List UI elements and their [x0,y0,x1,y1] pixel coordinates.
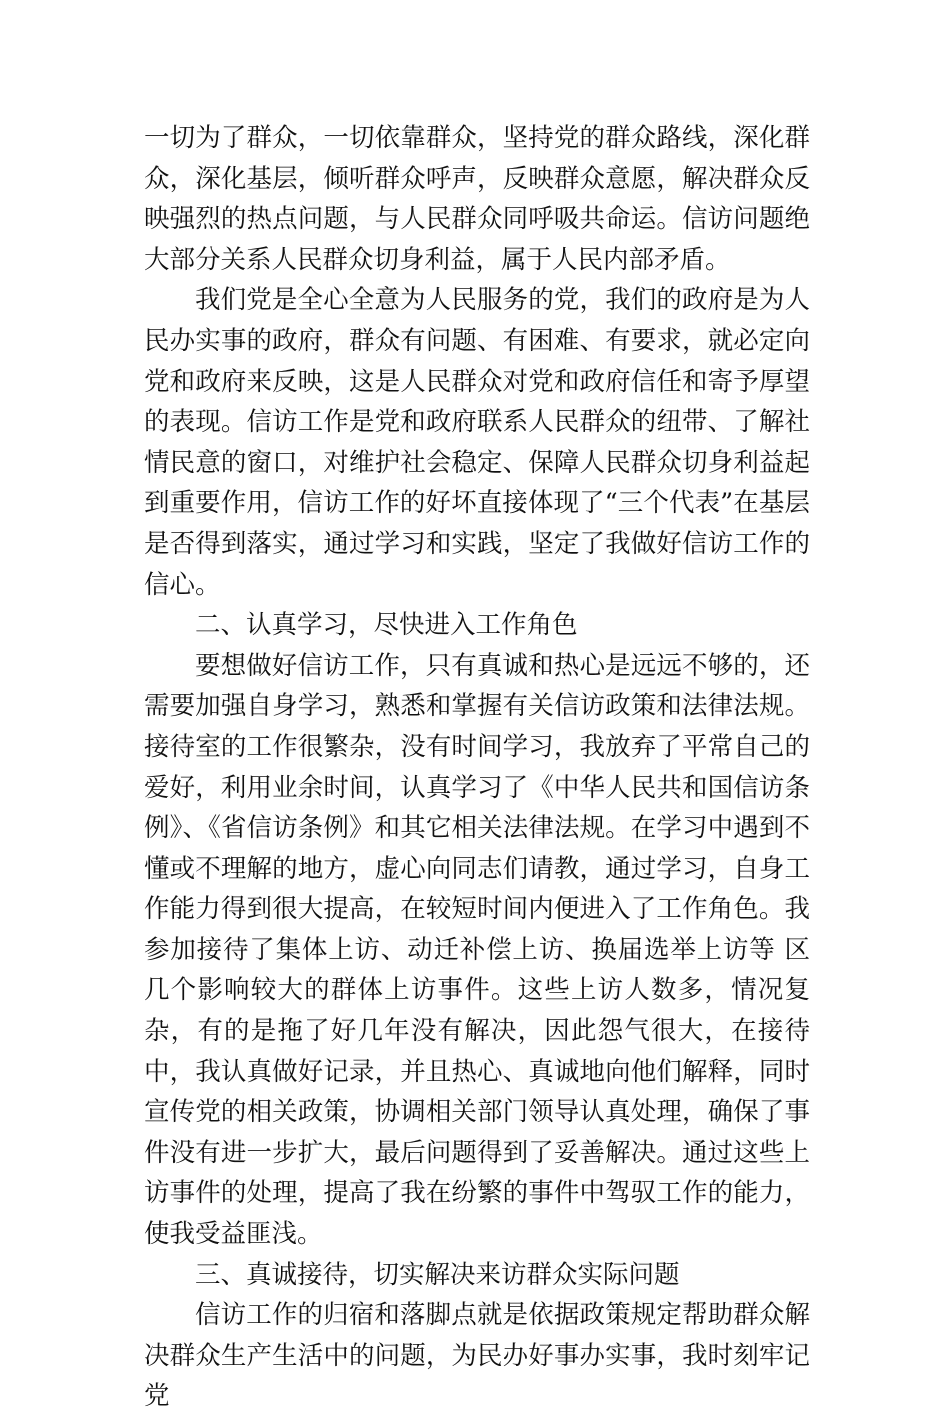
section-heading-study: 二、认真学习，尽快进入工作角色 [195,610,578,641]
paragraph-study: 要想做好信访工作，只有真诚和热心是远远不够的，还需要加强自身学习，熟悉和掌握有关信访政策和法律法规。接待室的工作很繁杂，没有时间学习，我放弃了平常自己的爱好，利用业余时间，认真学习了《中华人民共和国信访条例》、《省信访条例》和其它相关法律法规。在学习中遇到不懂或不理解的地方，虚心向同志们请教，通过学习，自身工作能力得到很大提高，在较短时间内便进入了工作角色。我参加接待了集体上访、动迁补偿上访、换届选举上访等 区几个影响较大的群体上访事件。这些上访人数多，情况复杂，有的是拖了好几年没有解决，因此怨气很大，在接待中，我认真做好记录，并且热心、真诚地向他们解释，同时宣传党的相关政策，协调相关部门领导认真处理，确保了事件没有进一步扩大，最后问题得到了妥善解决。通过这些上访事件的处理，提高了我在纷繁的事件中驾驭工作的能力，使我受益匪浅。 [144,650,810,1250]
paragraph-party-service: 我们党是全心全意为人民服务的党，我们的政府是为人民办实事的政府，群众有问题、有困难、有要求，就必定向党和政府来反映，这是人民群众对党和政府信任和寄予厚望的表现。信访工作是党和政府联系人民群众的纽带、了解社情民意的窗口，对维护社会稳定、保障人民群众切身利益起到重要作用，信访工作的好坏直接体现了“三个代表”在基层是否得到落实，通过学习和实践，坚定了我做好信访工作的信心。 [144,285,810,600]
paragraph-reception: 信访工作的归宿和落脚点就是依据政策规定帮助群众解决群众生产生活中的问题，为民办好事办实事，我时刻牢记党 [144,1300,810,1412]
section-heading-reception: 三、真诚接待，切实解决来访群众实际问题 [195,1259,680,1290]
paragraph-continuation: 一切为了群众，一切依靠群众，坚持党的群众路线，深化群众，深化基层，倾听群众呼声，反映群众意愿，解决群众反映强烈的热点问题，与人民群众同呼吸共命运。信访问题绝大部分关系人民群众切身利益，属于人民内部矛盾。 [144,123,810,275]
document-body [144,118,810,1417]
